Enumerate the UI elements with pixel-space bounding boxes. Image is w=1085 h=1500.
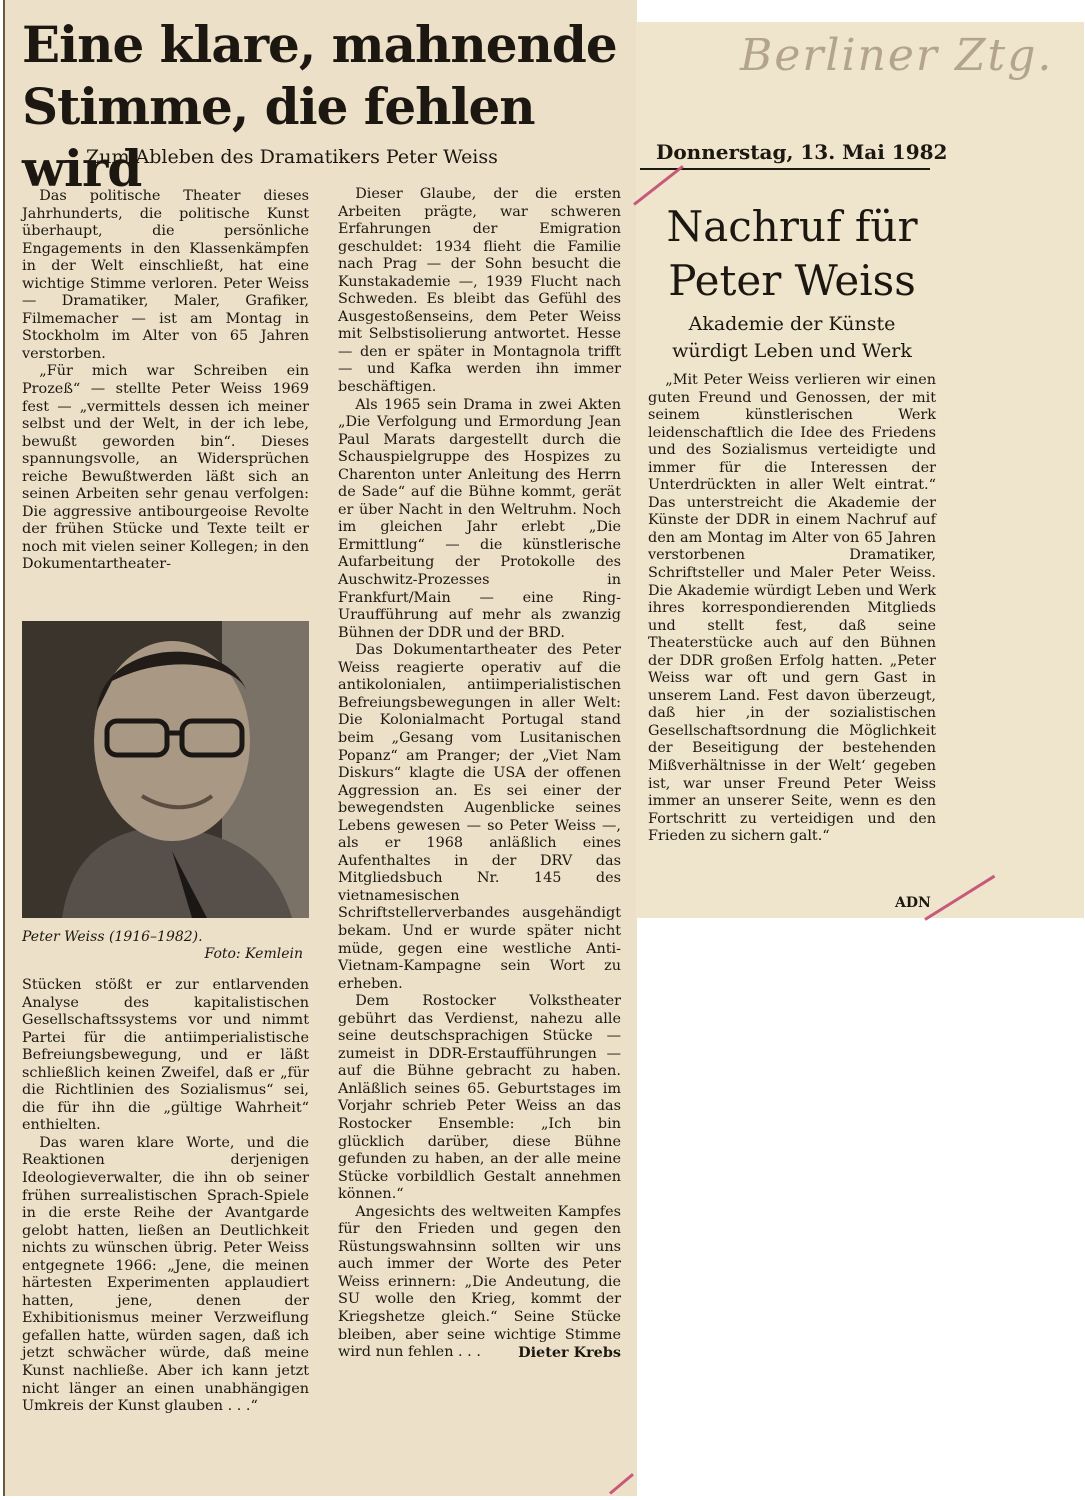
- caption-text: Peter Weiss (1916–1982).: [22, 929, 203, 945]
- paragraph: Das waren klare Worte, und die Reaktionen derjenigen Ideologieverwalter, die ihn ob seiner frühen surrealistischen Sprach-Spiele in die erste Reihe der Avantgarde gelobt hatten, ließen an Deutlichkeit nichts zu wünschen übrig. Peter Weiss entgegnete 1966: „Jene, die meinen härtesten Experimenten applaudiert hatten, jene, denen der Exhibitionismus meiner Verzweiflung gefallen hatte, würden sagen, daß ich jetzt schwächer würde, daß meine Kunst nachließe. Aber ich kann jetzt nicht länger an einen unabhängigen Umkreis der Kunst glauben . . .“: [22, 1134, 309, 1415]
- obituary-title: Nachruf für Peter Weiss: [666, 202, 918, 305]
- paragraph: Als 1965 sein Drama in zwei Akten „Die Verfolgung und Ermordung Jean Paul Marats dargestellt durch die Schauspielgruppe des Hospizes zu Charenton unter Anleitung des Herrn de Sade“ auf die Bühne kommt, gerät er über Nacht in den Weltruhm. Noch im gleichen Jahr erlebt „Die Ermittlung“ — die künstlerische Aufarbeitung der Protokolle des Auschwitz-Prozesses in Frankfurt/Main — eine Ring-Uraufführung auf mehr als zwanzig Bühnen der DDR und der BRD.: [338, 396, 621, 641]
- article-column-1-bottom: [22, 977, 309, 1416]
- obituary-body: [648, 372, 936, 846]
- paragraph: „Für mich war Schreiben ein Prozeß“ — stellte Peter Weiss 1969 fest — „vermittels dessen ich meiner selbst und der Welt, in der ich lebe, bewußt geworden bin“. Dieses spannungsvolle, an Widersprüchen reiche Bewußtwerden läßt sich an seinen Arbeiten sehr genau verfolgen: Die aggressive antibourgeoise Revolte der frühen Stücke und Texte teilt er noch mit vielen seiner Kollegen; in den Dokumentartheater-: [22, 363, 309, 573]
- paragraph: Das Dokumentartheater des Peter Weiss reagierte operativ auf die antikolonialen, antiimperialistischen Befreiungsbewegungen in aller Welt: Die Kolonialmacht Portugal stand beim „Gesang vom Lusitanischen Popanz“ am Pranger; der „Viet Nam Diskurs“ klagte die USA der offenen Aggression an. Es sei einer der bewegendsten Augenblicke seines Lebens gewesen — so Peter Weiss —, als er 1968 anläßlich eines Aufenthaltes in der DRV das Mitgliedsbuch Nr. 145 des vietnamesischen Schriftstellerverbandes ausgehändigt bekam. Und er wurde später nicht müde, gegen eine westliche Anti-Vietnam-Kampagne sein Wort zu erheben.: [338, 642, 621, 992]
- publication-date: Donnerstag, 13. Mai 1982: [656, 140, 948, 164]
- paragraph: Das politische Theater dieses Jahrhunderts, die politische Kunst überhaupt, die persönliche Engagements in den Klassenkämpfen in der Welt einschließt, hat eine wichtige Stimme verloren. Peter Weiss — Dramatiker, Maler, Grafiker, Filmemacher — ist am Montag in Stockholm im Alter von 65 Jahren verstorben.: [22, 188, 309, 362]
- paragraph: [338, 1204, 621, 1362]
- headline: Eine klare, mahnende Stimme, die fehlen wird: [22, 15, 617, 198]
- photo-credit: Foto: Kemlein: [204, 946, 303, 962]
- portrait-illustration: [22, 621, 309, 918]
- article-column-1-top: [22, 188, 309, 574]
- paragraph-text: Angesichts des weltweiten Kampfes für den Frieden und gegen den Rüstungswahnsinn sollten wir uns auch immer der Worte des Peter Weiss erinnern: „Die Andeutung, die SU wolle den Krieg, kommt der Kriegshetze gleich.“ Seine Stücke bleiben, aber seine wichtige Stimme wird nun fehlen . . .: [338, 1203, 621, 1361]
- photo-caption: [22, 929, 309, 963]
- portrait-photo: [22, 621, 309, 918]
- paragraph: Dem Rostocker Volkstheater gebührt das Verdienst, nahezu alle seine deutschsprachigen Stücke — zumeist in DDR-Erstaufführungen — auf die Bühne gebracht zu haben. Anläßlich seines 65. Geburtstages im Vorjahr schrieb Peter Weiss an das Rostocker Ensemble: „Ich bin glücklich darüber, diese Bühne gefunden zu haben, an der alle meine Stücke vorbildlich Gestalt annehmen können.“: [338, 993, 621, 1203]
- article-column-2: [338, 186, 621, 1362]
- paragraph: „Mit Peter Weiss verlieren wir einen guten Freund und Genossen, der mit seinem künstlerischen Werk leidenschaftlich die Idee des Friedens und des Sozialismus verteidigte und immer für die Interessen der Unterdrückten in aller Welt eintrat.“ Das unterstreicht die Akademie der Künste der DDR in einem Nachruf auf den am Montag im Alter von 65 Jahren verstorbenen Dramatiker, Schriftsteller und Maler Peter Weiss. Die Akademie würdigt Leben und Werk ihres korrespondierenden Mitglieds und stellt fest, daß seine Theaterstücke auch auf den Bühnen der DDR großen Erfolg hatten. „Peter Weiss war oft und gern Gast in unserem Land. Fest davon überzeugt, daß hier ‚in der sozialistischen Gesellschaftsordnung die Möglichkeit der Beseitigung der bestehenden Mißverhältnisse in der Welt‘ gegeben ist, war unser Freund Peter Weiss immer an unserer Seite, wenn es den Fortschritt zu verteidigen und den Frieden zu sichern galt.“: [648, 372, 936, 845]
- subheadline: Zum Ableben des Dramatikers Peter Weiss: [86, 146, 498, 168]
- obituary-subtitle: Akademie der Künste würdigt Leben und Werk: [672, 313, 912, 362]
- paragraph: Dieser Glaube, der die ersten Arbeiten prägte, war schweren Erfahrungen der Emigration geschuldet: 1934 flieht die Familie nach Prag — der Sohn besucht die Kunstakademie —, 1939 Flucht nach Schweden. Es bleibt das Gefühl des Ausgestoßenseins, dem Peter Weiss mit Selbstisolierung antwortet. Hesse — den er später in Montagnola trifft — und Kafka werden ihn immer beschäftigen.: [338, 186, 621, 396]
- paragraph: Stücken stößt er zur entlarvenden Analyse des kapitalistischen Gesellschaftssystems vor und nimmt Partei für die antiimperialistische Befreiungsbewegung, und er läßt schließlich keinen Zweifel, daß er „für die Richtlinien des Sozialismus“ sei, die für ihn die „gültige Wahrheit“ enthielten.: [22, 977, 309, 1134]
- agency-signature: ADN: [895, 895, 931, 911]
- date-rule: [640, 168, 930, 170]
- handwritten-note: Berliner Ztg.: [740, 30, 1054, 81]
- author-byline: Dieter Krebs: [518, 1344, 621, 1362]
